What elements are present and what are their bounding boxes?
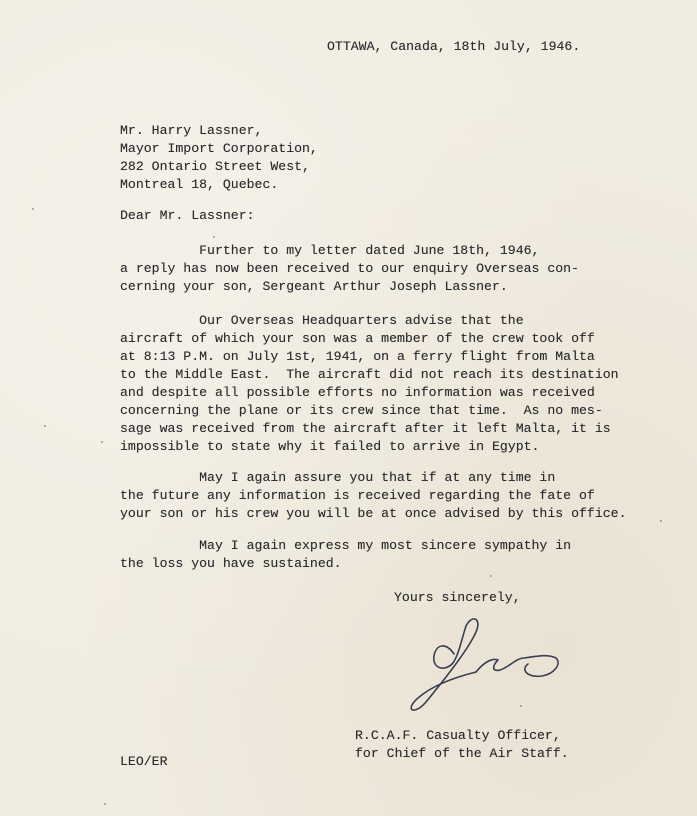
paragraph4-line-2: the loss you have sustained. — [120, 556, 342, 571]
paragraph2-line-3: at 8:13 P.M. on July 1st, 1941, on a ferry flight from Malta — [120, 349, 595, 364]
salutation: Dear Mr. Lassner: — [120, 208, 255, 223]
paragraph1-line-1: Further to my letter dated June 18th, 1946, — [120, 243, 540, 258]
paper-speck — [520, 705, 522, 707]
paper-speck — [104, 803, 106, 805]
paper-speck — [660, 520, 662, 522]
paragraph4-line-1: May I again express my most sincere sympathy in — [120, 538, 572, 553]
recipient-line-3: 282 Ontario Street West, — [120, 159, 310, 174]
dateline: OTTAWA, Canada, 18th July, 1946. — [327, 39, 581, 54]
paragraph2-line-6: concerning the plane or its crew since that time. As no mes- — [120, 403, 603, 418]
paper-speck — [490, 575, 492, 577]
closing: Yours sincerely, — [394, 590, 521, 605]
paper-speck — [44, 425, 46, 427]
paragraph2-line-1: Our Overseas Headquarters advise that the — [120, 313, 524, 328]
recipient-line-1: Mr. Harry Lassner, — [120, 123, 263, 138]
paragraph3-line-2: the future any information is received regarding the fate of — [120, 488, 595, 503]
recipient-line-2: Mayor Import Corporation, — [120, 141, 318, 156]
paper-speck — [32, 208, 34, 210]
reference-initials: LEO/ER — [120, 754, 168, 769]
paragraph1-line-2: a reply has now been received to our enquiry Overseas con- — [120, 261, 579, 276]
paragraph2-line-8: impossible to state why it failed to arrive in Egypt. — [120, 439, 540, 454]
paragraph2-line-7: sage was received from the aircraft after it left Malta, it is — [120, 421, 611, 436]
paper-speck — [213, 236, 215, 238]
paragraph2-line-4: to the Middle East. The aircraft did not reach its destination — [120, 367, 619, 382]
paper-speck — [101, 441, 103, 443]
paragraph3-line-1: May I again assure you that if at any time in — [120, 470, 556, 485]
signatory-line-2: for Chief of the Air Staff. — [355, 746, 569, 761]
paragraph3-line-3: your son or his crew you will be at once advised by this office. — [120, 506, 627, 521]
recipient-line-4: Montreal 18, Quebec. — [120, 177, 279, 192]
handwritten-signature — [400, 614, 575, 718]
signatory-line-1: R.C.A.F. Casualty Officer, — [355, 728, 561, 743]
paragraph2-line-2: aircraft of which your son was a member of the crew took off — [120, 331, 595, 346]
paragraph2-line-5: and despite all possible efforts no information was received — [120, 385, 595, 400]
paragraph1-line-3: cerning your son, Sergeant Arthur Joseph Lassner. — [120, 279, 508, 294]
